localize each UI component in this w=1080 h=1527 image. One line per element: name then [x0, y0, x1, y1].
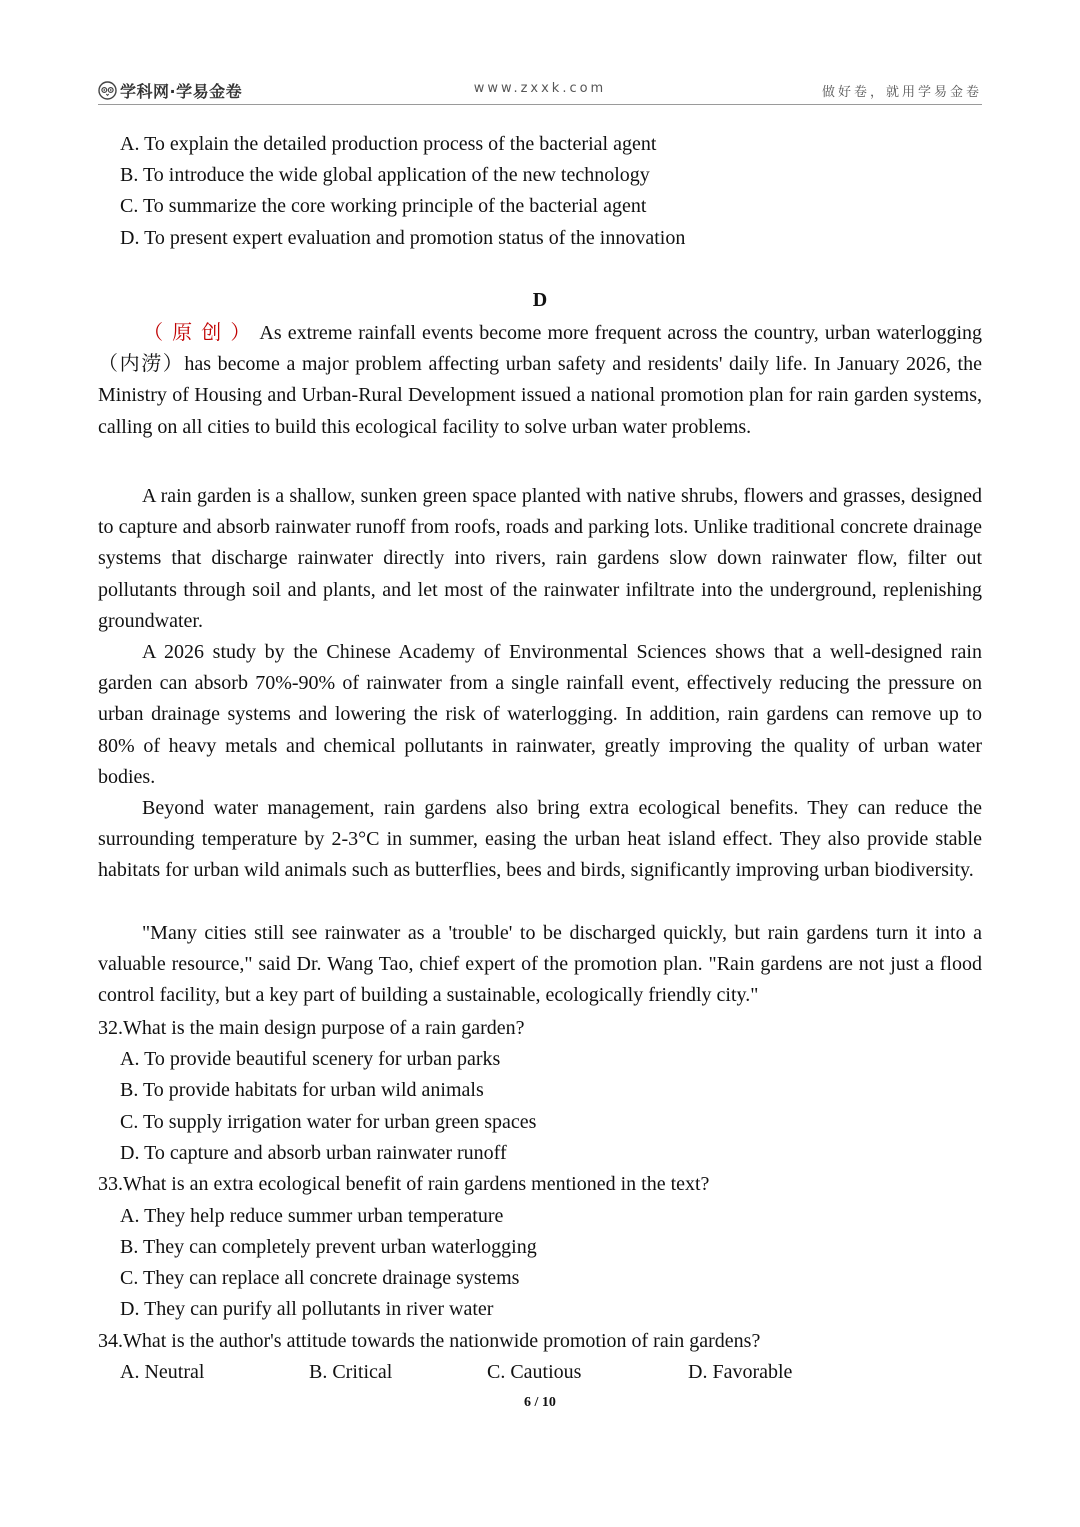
question-32-stem: 32.What is the main design purpose of a rain garden? — [98, 1017, 525, 1039]
question-32-option-b[interactable]: B. To provide habitats for urban wild animals — [120, 1079, 484, 1101]
passage-paragraph-5 — [98, 918, 982, 1012]
header-url[interactable]: www.zxxk.com — [473, 81, 607, 96]
question-33-option-d[interactable]: D. They can purify all pollutants in river water — [120, 1298, 494, 1320]
passage-paragraph-4 — [98, 793, 982, 887]
logo-text: 学科网·学易金卷 — [120, 82, 243, 101]
question-33-option-b[interactable]: B. They can completely prevent urban waterlogging — [120, 1236, 537, 1258]
prev-option-a: A. To explain the detailed production process of the bacterial agent — [120, 133, 657, 155]
prev-option-c: C. To summarize the core working principle of the bacterial agent — [120, 195, 647, 217]
question-32-option-c[interactable]: C. To supply irrigation water for urban green spaces — [120, 1111, 537, 1133]
page-number: 6 / 10 — [524, 1395, 556, 1410]
paragraph-4-text: Beyond water management, rain gardens also bring extra ecological benefits. They can reduce the surrounding temperature by 2-3°C in summer, easing the urban heat island effect. They also provide stable habitats for urban wild animals such as butterflies, bees and birds, significantly improving urban biodiversity. — [98, 797, 982, 882]
prev-option-b: B. To introduce the wide global application of the new technology — [120, 164, 650, 186]
question-32-option-a[interactable]: A. To provide beautiful scenery for urban parks — [120, 1048, 501, 1070]
question-34-stem: 34.What is the author's attitude towards the nationwide promotion of rain gardens? — [98, 1330, 761, 1352]
header-slogan: 做好卷，就用学易金卷 — [821, 85, 982, 100]
question-33-option-c[interactable]: C. They can replace all concrete drainage systems — [120, 1267, 520, 1289]
question-32-option-d[interactable]: D. To capture and absorb urban rainwater runoff — [120, 1142, 507, 1164]
paragraph-2-text: A rain garden is a shallow, sunken green space planted with native shrubs, flowers and grasses, designed to capture and absorb rainwater runoff from roofs, roads and parking lots. Unlike traditional concrete drainage systems that discharge rainwater directly into rivers, rain gardens slow down rainwater flow, filter out pollutants through soil and plants, and let most of the rainwater infiltrate into the underground, replenishing groundwater. — [98, 485, 982, 632]
prev-option-d: D. To present expert evaluation and promotion status of the innovation — [120, 227, 686, 249]
question-33-option-a[interactable]: A. They help reduce summer urban temperature — [120, 1205, 504, 1227]
passage-paragraph-2 — [98, 481, 982, 637]
original-tag: （原创） — [142, 322, 260, 344]
page-header — [98, 76, 982, 105]
paragraph-5-text: "Many cities still see rainwater as a 'trouble' to be discharged quickly, but rain gardens turn it into a valuable resource," said Dr. Wang Tao, chief expert of the promotion plan. "Rain gardens are not just a flood control facility, but a key part of building a sustainable, ecologically friendly city." — [98, 922, 982, 1007]
question-34-option-b[interactable]: B. Critical — [309, 1361, 393, 1383]
paragraph-1-text: As extreme rainfall events become more frequent across the country, urban waterlogging（内涝）has become a major problem affecting urban safety and residents' daily life. In January 2026, the Ministry of Housing and Urban-Rural Development issued a national promotion plan for rain garden systems, calling on all cities to build this ecological facility to solve urban water problems. — [98, 322, 982, 438]
passage-paragraph-3 — [98, 637, 982, 793]
question-34-option-d[interactable]: D. Favorable — [688, 1361, 793, 1383]
question-34-option-c[interactable]: C. Cautious — [487, 1361, 582, 1383]
passage-title: D — [532, 289, 548, 311]
paragraph-3-text: A 2026 study by the Chinese Academy of Environmental Sciences shows that a well-designed rain garden can absorb 70%-90% of rainwater from a single rainfall event, effectively reducing the pressure on urban drainage systems and lowering the risk of waterlogging. In addition, rain gardens can remove up to 80% of heavy metals and chemical pollutants in rainwater, greatly improving the quality of urban water bodies. — [98, 641, 982, 788]
passage-paragraph-1 — [98, 318, 982, 443]
question-34-options — [0, 1360, 1080, 1384]
question-33-stem: 33.What is an extra ecological benefit of rain gardens mentioned in the text? — [98, 1173, 710, 1195]
question-34-option-a[interactable]: A. Neutral — [120, 1361, 205, 1383]
